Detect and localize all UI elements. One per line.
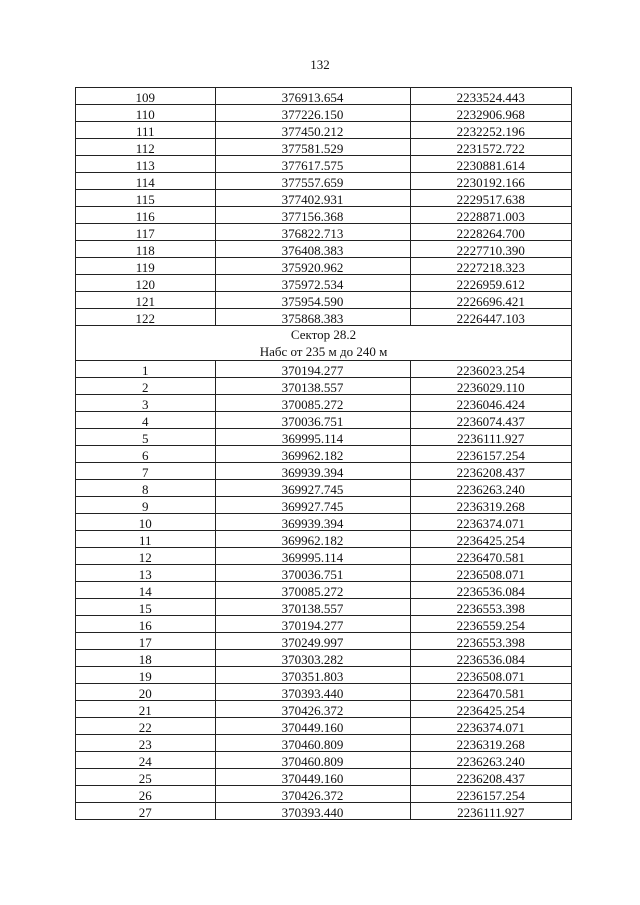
y-coordinate-cell: 2236157.254 (410, 446, 571, 463)
x-coordinate-cell: 370449.160 (215, 769, 410, 786)
table-row (76, 241, 572, 258)
table-row (76, 395, 572, 412)
table-row (76, 190, 572, 207)
point-number-cell: 16 (76, 616, 216, 633)
x-coordinate-cell: 377557.659 (215, 173, 410, 190)
point-number-cell: 116 (76, 207, 216, 224)
x-coordinate-cell: 377450.212 (215, 122, 410, 139)
point-number-cell: 109 (76, 88, 216, 105)
table-row (76, 412, 572, 429)
point-number-cell: 117 (76, 224, 216, 241)
y-coordinate-cell: 2236263.240 (410, 752, 571, 769)
y-coordinate-cell: 2236536.084 (410, 582, 571, 599)
x-coordinate-cell: 369927.745 (215, 480, 410, 497)
table-row (76, 105, 572, 122)
point-number-cell: 110 (76, 105, 216, 122)
y-coordinate-cell: 2236425.254 (410, 531, 571, 548)
x-coordinate-cell: 375868.383 (215, 309, 410, 326)
table-row (76, 292, 572, 309)
sector-header-row (76, 326, 572, 361)
y-coordinate-cell: 2227710.390 (410, 241, 571, 258)
y-coordinate-cell: 2228871.003 (410, 207, 571, 224)
y-coordinate-cell: 2236559.254 (410, 616, 571, 633)
table-row (76, 769, 572, 786)
y-coordinate-cell: 2236553.398 (410, 599, 571, 616)
table-row (76, 207, 572, 224)
x-coordinate-cell: 370303.282 (215, 650, 410, 667)
y-coordinate-cell: 2236074.437 (410, 412, 571, 429)
point-number-cell: 112 (76, 139, 216, 156)
y-coordinate-cell: 2236374.071 (410, 514, 571, 531)
y-coordinate-cell: 2226447.103 (410, 309, 571, 326)
x-coordinate-cell: 369939.394 (215, 514, 410, 531)
x-coordinate-cell: 376913.654 (215, 88, 410, 105)
x-coordinate-cell: 370393.440 (215, 684, 410, 701)
x-coordinate-cell: 370449.160 (215, 718, 410, 735)
table-row (76, 224, 572, 241)
table-row (76, 718, 572, 735)
table-row (76, 565, 572, 582)
point-number-cell: 13 (76, 565, 216, 582)
x-coordinate-cell: 376822.713 (215, 224, 410, 241)
x-coordinate-cell: 370249.997 (215, 633, 410, 650)
x-coordinate-cell: 370036.751 (215, 412, 410, 429)
y-coordinate-cell: 2233524.443 (410, 88, 571, 105)
table-row (76, 803, 572, 820)
point-number-cell: 15 (76, 599, 216, 616)
table-row (76, 88, 572, 105)
y-coordinate-cell: 2236208.437 (410, 463, 571, 480)
x-coordinate-cell: 369939.394 (215, 463, 410, 480)
y-coordinate-cell: 2228264.700 (410, 224, 571, 241)
x-coordinate-cell: 369962.182 (215, 446, 410, 463)
x-coordinate-cell: 369927.745 (215, 497, 410, 514)
point-number-cell: 6 (76, 446, 216, 463)
x-coordinate-cell: 369995.114 (215, 548, 410, 565)
table-row (76, 156, 572, 173)
x-coordinate-cell: 377617.575 (215, 156, 410, 173)
y-coordinate-cell: 2236046.424 (410, 395, 571, 412)
point-number-cell: 113 (76, 156, 216, 173)
table-row (76, 275, 572, 292)
point-number-cell: 20 (76, 684, 216, 701)
point-number-cell: 24 (76, 752, 216, 769)
x-coordinate-cell: 369962.182 (215, 531, 410, 548)
page-number: 132 (310, 57, 330, 72)
coordinates-table (75, 87, 572, 820)
x-coordinate-cell: 377226.150 (215, 105, 410, 122)
table-row (76, 480, 572, 497)
point-number-cell: 25 (76, 769, 216, 786)
y-coordinate-cell: 2236023.254 (410, 361, 571, 378)
point-number-cell: 8 (76, 480, 216, 497)
table-row (76, 582, 572, 599)
y-coordinate-cell: 2236553.398 (410, 633, 571, 650)
table-section-top (76, 88, 572, 326)
y-coordinate-cell: 2236470.581 (410, 548, 571, 565)
x-coordinate-cell: 370138.557 (215, 599, 410, 616)
x-coordinate-cell: 370460.809 (215, 752, 410, 769)
point-number-cell: 111 (76, 122, 216, 139)
x-coordinate-cell: 369995.114 (215, 429, 410, 446)
table-row (76, 752, 572, 769)
y-coordinate-cell: 2236208.437 (410, 769, 571, 786)
x-coordinate-cell: 375954.590 (215, 292, 410, 309)
x-coordinate-cell: 370393.440 (215, 803, 410, 820)
table-row (76, 446, 572, 463)
table-row (76, 429, 572, 446)
y-coordinate-cell: 2230192.166 (410, 173, 571, 190)
table-row (76, 514, 572, 531)
point-number-cell: 119 (76, 258, 216, 275)
y-coordinate-cell: 2236536.084 (410, 650, 571, 667)
x-coordinate-cell: 375972.534 (215, 275, 410, 292)
y-coordinate-cell: 2230881.614 (410, 156, 571, 173)
point-number-cell: 21 (76, 701, 216, 718)
x-coordinate-cell: 376408.383 (215, 241, 410, 258)
y-coordinate-cell: 2232906.968 (410, 105, 571, 122)
x-coordinate-cell: 370036.751 (215, 565, 410, 582)
table-row (76, 497, 572, 514)
y-coordinate-cell: 2226696.421 (410, 292, 571, 309)
y-coordinate-cell: 2236508.071 (410, 667, 571, 684)
y-coordinate-cell: 2236425.254 (410, 701, 571, 718)
y-coordinate-cell: 2236374.071 (410, 718, 571, 735)
sector-header (76, 326, 572, 361)
y-coordinate-cell: 2236319.268 (410, 497, 571, 514)
point-number-cell: 120 (76, 275, 216, 292)
table-row (76, 122, 572, 139)
x-coordinate-cell: 375920.962 (215, 258, 410, 275)
x-coordinate-cell: 370194.277 (215, 361, 410, 378)
point-number-cell: 122 (76, 309, 216, 326)
y-coordinate-cell: 2226959.612 (410, 275, 571, 292)
point-number-cell: 18 (76, 650, 216, 667)
x-coordinate-cell: 377156.368 (215, 207, 410, 224)
table-row (76, 531, 572, 548)
y-coordinate-cell: 2232252.196 (410, 122, 571, 139)
point-number-cell: 5 (76, 429, 216, 446)
point-number-cell: 19 (76, 667, 216, 684)
point-number-cell: 4 (76, 412, 216, 429)
x-coordinate-cell: 370138.557 (215, 378, 410, 395)
x-coordinate-cell: 370426.372 (215, 786, 410, 803)
y-coordinate-cell: 2236157.254 (410, 786, 571, 803)
y-coordinate-cell: 2236508.071 (410, 565, 571, 582)
table-row (76, 701, 572, 718)
sector-title: Сектор 28.2 (290, 327, 357, 342)
table-row (76, 667, 572, 684)
table-row (76, 650, 572, 667)
point-number-cell: 22 (76, 718, 216, 735)
table-row (76, 786, 572, 803)
point-number-cell: 2 (76, 378, 216, 395)
x-coordinate-cell: 370194.277 (215, 616, 410, 633)
table-row (76, 684, 572, 701)
table-row (76, 463, 572, 480)
point-number-cell: 14 (76, 582, 216, 599)
x-coordinate-cell: 377581.529 (215, 139, 410, 156)
point-number-cell: 7 (76, 463, 216, 480)
table-row (76, 548, 572, 565)
point-number-cell: 23 (76, 735, 216, 752)
point-number-cell: 17 (76, 633, 216, 650)
point-number-cell: 118 (76, 241, 216, 258)
point-number-cell: 10 (76, 514, 216, 531)
table-row (76, 633, 572, 650)
y-coordinate-cell: 2236111.927 (410, 429, 571, 446)
x-coordinate-cell: 370351.803 (215, 667, 410, 684)
x-coordinate-cell: 370085.272 (215, 395, 410, 412)
table-row (76, 361, 572, 378)
table-row (76, 173, 572, 190)
table-section-bottom (76, 361, 572, 820)
sector-header-cell (76, 326, 572, 361)
table-row (76, 258, 572, 275)
y-coordinate-cell: 2231572.722 (410, 139, 571, 156)
y-coordinate-cell: 2236319.268 (410, 735, 571, 752)
point-number-cell: 1 (76, 361, 216, 378)
table-row (76, 309, 572, 326)
point-number-cell: 9 (76, 497, 216, 514)
point-number-cell: 12 (76, 548, 216, 565)
table-row (76, 735, 572, 752)
x-coordinate-cell: 370460.809 (215, 735, 410, 752)
point-number-cell: 115 (76, 190, 216, 207)
y-coordinate-cell: 2236111.927 (410, 803, 571, 820)
point-number-cell: 26 (76, 786, 216, 803)
x-coordinate-cell: 370085.272 (215, 582, 410, 599)
sector-subtitle: Набс от 235 м до 240 м (259, 344, 388, 359)
table-row (76, 616, 572, 633)
table-row (76, 378, 572, 395)
point-number-cell: 121 (76, 292, 216, 309)
table-row (76, 139, 572, 156)
y-coordinate-cell: 2236029.110 (410, 378, 571, 395)
point-number-cell: 11 (76, 531, 216, 548)
y-coordinate-cell: 2227218.323 (410, 258, 571, 275)
x-coordinate-cell: 370426.372 (215, 701, 410, 718)
point-number-cell: 114 (76, 173, 216, 190)
y-coordinate-cell: 2236263.240 (410, 480, 571, 497)
y-coordinate-cell: 2229517.638 (410, 190, 571, 207)
point-number-cell: 27 (76, 803, 216, 820)
x-coordinate-cell: 377402.931 (215, 190, 410, 207)
table-row (76, 599, 572, 616)
y-coordinate-cell: 2236470.581 (410, 684, 571, 701)
point-number-cell: 3 (76, 395, 216, 412)
